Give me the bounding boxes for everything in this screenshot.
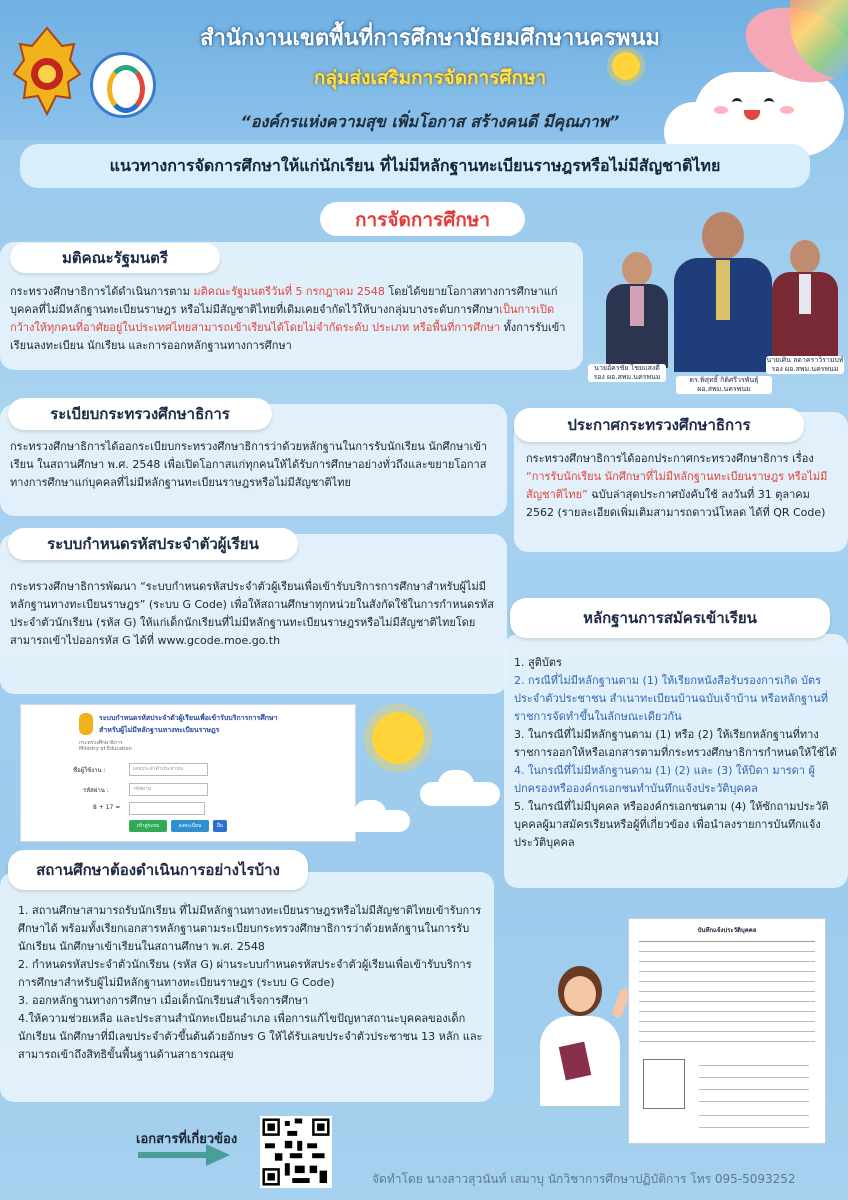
- screenshot-org2: Ministry of Education: [79, 746, 132, 752]
- screenshot-title2: สำหรับผู้ไม่มีหลักฐานทางทะเบียนราษฎร: [99, 726, 220, 734]
- screenshot-input-captcha[interactable]: [129, 802, 205, 815]
- person-right: [770, 240, 840, 364]
- screenshot-label-user: ชื่อผู้ใช้งาน :: [73, 767, 106, 774]
- gcode-screenshot: [20, 704, 356, 842]
- requirement-item: 3. ในกรณีที่ไม่มีหลักฐานตาม (1) หรือ (2) ให้เรียกหลักฐานที่ทางราชการออกให้หรือเอกสารตามที่กระทรวงศึกษาธิการกำหนดให้ใช้ได้: [514, 728, 837, 759]
- motto: “องค์กรแห่งความสุข เพิ่มโอกาส สร้างคนดี มีคุณภาพ”: [240, 112, 620, 131]
- school-list: [18, 902, 484, 1064]
- screenshot-label-captcha: 8 + 17 =: [93, 804, 121, 811]
- page-title: แนวทางการจัดการศึกษาให้แก่นักเรียน ที่ไม่มีหลักฐานทะเบียนราษฎรหรือไม่มีสัญชาติไทย: [109, 156, 721, 175]
- requirements-list: [514, 654, 840, 852]
- form-document: [628, 918, 826, 1144]
- screenshot-title1: ระบบกำหนดรหัสประจำตัวผู้เรียนเพื่อเข้ารับบริการการศึกษา: [99, 714, 278, 722]
- person-left: [602, 252, 672, 372]
- cloud-icon-small: [340, 800, 410, 834]
- school-item: 3. ออกหลักฐานทางการศึกษา เมื่อเด็กนักเรียนสำเร็จการศึกษา: [18, 994, 309, 1007]
- requirement-item: 1. สูติบัตร: [514, 656, 562, 669]
- screenshot-org1: กระทรวงศึกษาธิการ: [79, 740, 123, 746]
- screenshot-forgot-button[interactable]: ลืม: [213, 820, 227, 832]
- office-name: สำนักงานเขตพื้นที่การศึกษามัธยมศึกษานครพนม: [200, 26, 660, 51]
- qr-code-icon[interactable]: [260, 1116, 332, 1188]
- announcement-heading: ประกาศกระทรวงศึกษาธิการ: [514, 408, 804, 442]
- related-label: เอกสารที่เกี่ยวข้อง: [136, 1132, 238, 1147]
- cloud-icon: [420, 770, 500, 806]
- gcode-heading: ระบบกำหนดรหัสประจำตัวผู้เรียน: [8, 528, 298, 560]
- person-center: [672, 212, 774, 374]
- screenshot-login-button[interactable]: เข้าสู่ระบบ: [129, 820, 167, 832]
- school-item: 2. กำหนดรหัสประจำตัวนักเรียน (รหัส G) ผ่านระบบกำหนดรหัสประจำตัวผู้เรียนเพื่อเข้ารับบริการการศึกษาสำหรับผู้ไม่มีหลักฐานทางทะเบียนราษฎร (ระบบ G Code): [18, 958, 472, 989]
- subtitle: การจัดการศึกษา: [355, 209, 490, 231]
- school-item: 4.ให้ความช่วยเหลือ และประสานสำนักทะเบียนอำเภอ เพื่อการแก้ไขปัญหาสถานะบุคคลของเด็กนักเรียน นักศึกษาที่มีเลขประจำตัวขึ้นต้นด้วยอักษร G ให้ได้รับเลขประจำตัวประชาชน 13 หลัก และสามารถเข้าถึงสิทธิขั้นพื้นฐานด้านสาธารณสุข: [18, 1012, 483, 1061]
- screenshot-label-pass: รหัสผ่าน :: [83, 787, 109, 794]
- school-heading: สถานศึกษาต้องดำเนินการอย่างไรบ้าง: [8, 850, 308, 890]
- form-title: บันทึกแจ้งประวัติบุคคล: [697, 927, 757, 934]
- screenshot-input-pass[interactable]: รหัสผ่าน: [129, 783, 208, 796]
- footer-credit: จัดทำโดย นางสาวสุวนันท์ เสมาบุ นักวิชาการศึกษาปฏิบัติการ โทร 095-5093252: [372, 1172, 796, 1186]
- circle-logo: [90, 52, 156, 118]
- requirement-item: 5. ในกรณีที่ไม่มีบุคคล หรือองค์กรเอกชนตาม (4) ให้ซักถามประวัติบุคคลผู้มาสมัครเรียนหรือผู้ที่เกี่ยวข้อง เพื่อนำลงรายการบันทึกแจ้งประวัติบุคคล: [514, 800, 829, 849]
- person-left-label: นายอัครชัย ไชยแสงดี รอง ผอ.สพม.นครพนม: [588, 364, 666, 382]
- arrow-right-icon: [138, 1142, 230, 1168]
- cabinet-text: กระทรวงศึกษาธิการได้ดำเนินการตาม มติคณะรัฐมนตรีวันที่ 5 กรกฎาคม 2548 โดยได้ขยายโอกาสทางการศึกษาแก่บุคคลที่ไม่มีหลักฐานทะเบียนราษฎร หรือไม่มีสัญชาติไทยที่เดิมเคยจำกัดไว้ให้บางกลุ่มบางระดับการศึกษาเป็นการเปิดกว้างให้ทุกคนที่อาศัยอยู่ในประเทศไทยสามารถเข้าเรียนได้โดยไม่จำกัดระดับ ประเภท หรือพื้นที่การศึกษา ทั้งการรับเข้าเรียนลงทะเบียน นักเรียน และการออกหลักฐานทางการศึกษา: [10, 285, 566, 352]
- woman-illustration: [530, 958, 640, 1108]
- announcement-text: กระทรวงศึกษาธิการได้ออกประกาศกระทรวงศึกษาธิการ เรื่อง “การรับนักเรียน นักศึกษาที่ไม่มีหลักฐานทะเบียนราษฎร หรือไม่มีสัญชาติไทย” ฉบับล่าสุดประกาศบังคับใช้ ลงวันที่ 31 ตุลาคม 2562 (รายละเอียดเพิ่มเติมสามารถดาวน์โหลด ได้ที่ QR Code): [526, 452, 828, 519]
- person-center-label: ดร.พิสุทธิ์ กิติศรีวรพันธุ์ ผอ.สพม.นครพนม: [676, 376, 772, 394]
- school-item: 1. สถานศึกษาสามารถรับนักเรียน ที่ไม่มีหลักฐานทางทะเบียนราษฎรหรือไม่มีสัญชาติไทยเข้ารับการศึกษาได้ พร้อมทั้งเรียกเอกสารหลักฐานตามระเบียบกระทรวงศึกษาธิการว่าด้วยหลักฐานในการรับนักเรียน นักศึกษาเข้าเรียนในสถานศึกษา พ.ศ. 2548: [18, 904, 482, 953]
- gcode-text: กระทรวงศึกษาธิการพัฒนา “ระบบกำหนดรหัสประจำตัวผู้เรียนเพื่อเข้ารับบริการการศึกษาสำหรับผู้ไม่มีหลักฐานทางทะเบียนราษฎร” (ระบบ G Code) เพื่อให้สถานศึกษาทุกหน่วยในสังกัดใช้ในการกำหนดรหัสประจำตัวนักเรียน (รหัส G) ให้แก่เด็กนักเรียนที่ไม่มีหลักฐานทะเบียนราษฎรหรือไม่มีสัญชาติไทยโดยสามารถเข้าไปออกรหัส G ได้ที่ www.gcode.moe.go.th: [10, 580, 495, 647]
- requirements-heading: หลักฐานการสมัครเข้าเรียน: [510, 598, 830, 638]
- screenshot-register-button[interactable]: ลงทะเบียน: [171, 820, 209, 832]
- group-name: กลุ่มส่งเสริมการจัดการศึกษา: [313, 67, 547, 89]
- cabinet-heading: มติคณะรัฐมนตรี: [10, 243, 220, 273]
- screenshot-input-user[interactable]: เลขประจำตัวประชาชน: [129, 763, 208, 776]
- regulation-heading: ระเบียบกระทรวงศึกษาธิการ: [8, 398, 272, 430]
- sun-icon-large: [372, 712, 424, 764]
- requirement-item: 2. กรณีที่ไม่มีหลักฐานตาม (1) ให้เรียกหนังสือรับรองการเกิด บัตรประจำตัวประชาชน สำเนาทะเบียนบ้านฉบับเจ้าบ้าน หรือหลักฐานที่ราชการจัดทำขึ้นในลักษณะเดียวกัน: [514, 674, 829, 723]
- requirement-item: 4. ในกรณีที่ไม่มีหลักฐานตาม (1) (2) และ (3) ให้บิดา มารดา ผู้ปกครองหรือองค์กรเอกชนทำบันทึกแจ้งประวัติบุคคล: [514, 764, 815, 795]
- emblem-logo: [12, 26, 82, 118]
- person-right-label: นายเศิน ลดาคราวิรามบท์ รอง ผอ.สพม.นครพนม: [766, 356, 844, 373]
- screenshot-logo-icon: [79, 713, 93, 735]
- regulation-text: กระทรวงศึกษาธิการได้ออกระเบียบกระทรวงศึกษาธิการว่าด้วยหลักฐานในการรับนักเรียน นักศึกษาเข้าเรียน ในสถานศึกษา พ.ศ. 2548 เพื่อเปิดโอกาสแก่ทุกคนให้ได้รับการศึกษาอย่างทั่วถึงและขยายโอกาสทางการศึกษาแก่บุคคลที่ไม่มีหลักฐานทะเบียนราษฎรหรือไม่มีสัญชาติไทย: [10, 440, 488, 489]
